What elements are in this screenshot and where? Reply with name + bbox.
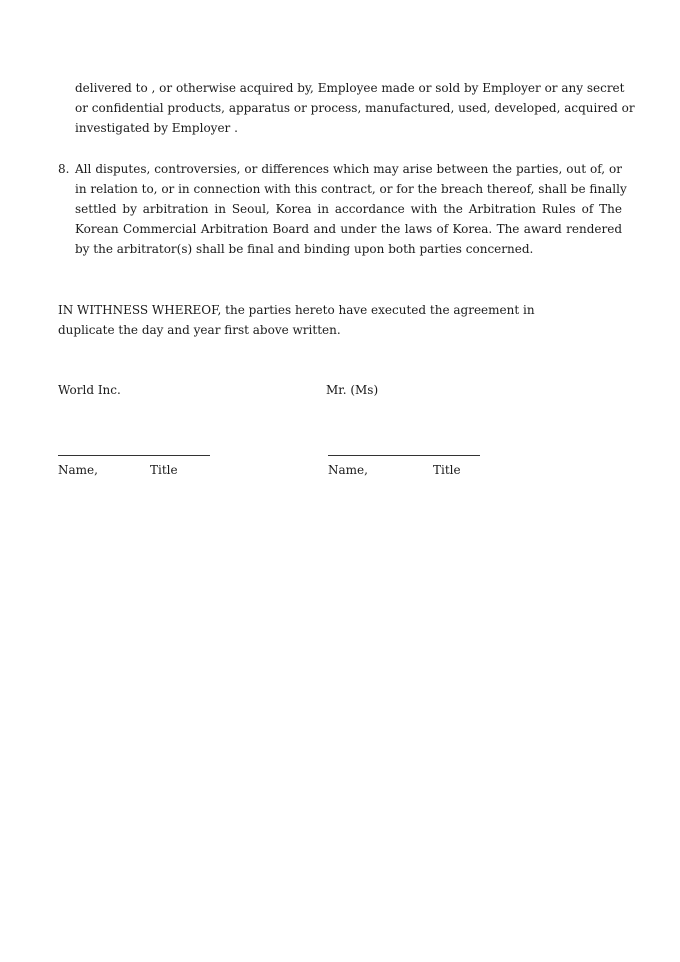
name-label-left: Name, — [58, 463, 98, 477]
name-label-right: Name, — [328, 463, 368, 477]
clause-7-continuation — [58, 78, 635, 138]
clause-7-line: investigated by Employer . — [75, 121, 238, 135]
clause-8-line: Korean Commercial Arbitration Board and under the laws of Korea. The award rendered — [75, 222, 622, 236]
clause-number: 8. — [58, 162, 70, 176]
clause-7-line: or confidential products, apparatus or process, manufactured, used, developed, acquired or — [75, 101, 635, 115]
witness-line: IN WITHNESS WHEREOF, the parties hereto have executed the agreement in — [58, 303, 535, 317]
clause-8-line: by the arbitrator(s) shall be final and binding upon both parties concerned. — [75, 242, 534, 256]
signature-line-right — [328, 455, 480, 456]
title-label-left: Title — [150, 463, 178, 477]
clause-8-line — [58, 159, 622, 179]
title-label-right: Title — [433, 463, 461, 477]
clause-8-line: settled by arbitration in Seoul, Korea in accordance with the Arbitration Rules of The — [75, 202, 622, 216]
party-left: World Inc. — [58, 383, 121, 397]
witness-line: duplicate the day and year first above written. — [58, 323, 341, 337]
clause-7-line: delivered to , or otherwise acquired by, Employee made or sold by Employer or any secret — [75, 81, 625, 95]
party-right: Mr. (Ms) — [326, 383, 379, 397]
clause-8-line: in relation to, or in connection with this contract, or for the breach thereof, shall be finally — [75, 182, 627, 196]
clause-8 — [58, 159, 627, 259]
clause-8-text: All disputes, controversies, or differences which may arise between the parties, out of, or — [75, 162, 622, 176]
witness-statement — [58, 300, 622, 340]
signature-line-left — [58, 455, 210, 456]
